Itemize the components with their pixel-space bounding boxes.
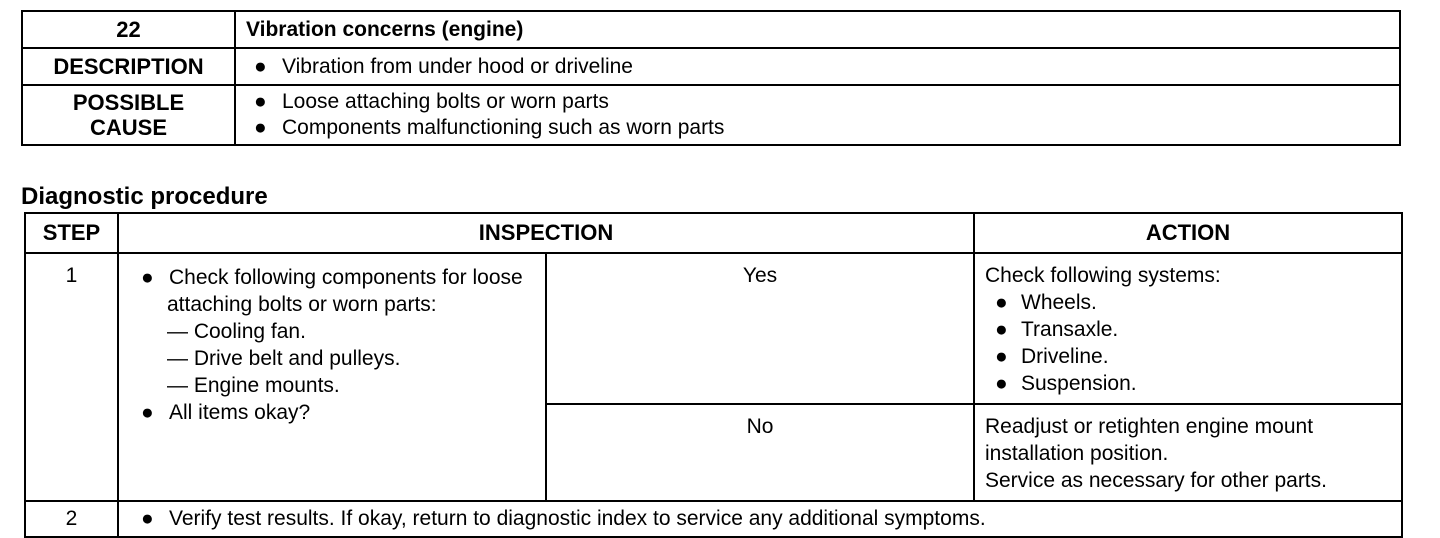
inspection-question — [139, 399, 537, 426]
system-item-text: Driveline. — [1021, 345, 1109, 368]
yes-action — [974, 253, 1402, 404]
symptom-table — [21, 10, 1401, 146]
inspection-question-text: All items okay? — [169, 401, 311, 424]
system-item — [985, 316, 1393, 343]
description-value — [235, 48, 1400, 85]
component-item: — Cooling fan. — [167, 320, 306, 343]
possible-cause-label-line2: CAUSE — [89, 115, 167, 140]
step2-inspection — [118, 501, 1402, 537]
cause-item — [252, 115, 1399, 141]
component-item: — Engine mounts. — [167, 374, 340, 397]
system-item-text: Suspension. — [1021, 372, 1137, 395]
description-label: DESCRIPTION — [22, 48, 235, 85]
possible-cause-label-line1: POSSIBLE — [72, 90, 185, 115]
possible-cause-value — [235, 85, 1400, 145]
bullet-icon: ● — [995, 372, 1008, 395]
system-item — [985, 289, 1393, 316]
system-item — [985, 370, 1393, 397]
bullet-icon: ● — [141, 507, 154, 530]
inspection-header: INSPECTION — [118, 213, 974, 253]
system-item-text: Transaxle. — [1021, 318, 1119, 341]
symptom-number: 22 — [22, 11, 235, 48]
bullet-icon: ● — [995, 318, 1008, 341]
bullet-icon: ● — [141, 266, 154, 289]
inspection-item — [139, 264, 537, 291]
step2-item — [139, 506, 1401, 532]
bullet-icon: ● — [141, 401, 154, 424]
system-item-text: Wheels. — [1021, 291, 1097, 314]
cause-item — [252, 89, 1399, 115]
bullet-icon: ● — [995, 291, 1008, 314]
step2-text: Verify test results. If okay, return to diagnostic index to service any additional symptoms. — [169, 507, 986, 530]
component-item: — Drive belt and pulleys. — [167, 347, 401, 370]
step-header: STEP — [25, 213, 118, 253]
cause-item-text: Loose attaching bolts or worn parts — [282, 90, 609, 113]
diagnostic-procedure-heading: Diagnostic procedure — [21, 183, 268, 210]
inspection-line1: Check following components for loose — [169, 266, 523, 289]
system-item — [985, 343, 1393, 370]
possible-cause-row — [22, 85, 1400, 145]
description-row — [22, 48, 1400, 85]
bullet-icon: ● — [995, 345, 1008, 368]
diagnostic-table — [24, 212, 1403, 538]
step2-row — [25, 501, 1402, 537]
yes-label: Yes — [546, 253, 974, 404]
inspection-line2: attaching bolts or worn parts: — [167, 293, 437, 316]
cause-item-text: Components malfunctioning such as worn parts — [282, 116, 725, 139]
yes-action-intro: Check following systems: — [985, 264, 1221, 287]
bullet-icon: ● — [254, 116, 267, 139]
step2-number: 2 — [25, 501, 118, 537]
bullet-icon: ● — [254, 90, 267, 113]
step1-number: 1 — [25, 253, 118, 501]
no-action-line1: Readjust or retighten engine mount installation position. — [985, 415, 1314, 465]
no-action — [974, 404, 1402, 501]
diagnostic-header-row — [25, 213, 1402, 253]
no-label: No — [546, 404, 974, 501]
symptom-title: Vibration concerns (engine) — [235, 11, 1400, 48]
bullet-icon: ● — [254, 54, 267, 78]
step1-inspection — [118, 253, 546, 501]
no-action-line2: Service as necessary for other parts. — [985, 469, 1327, 492]
action-header: ACTION — [974, 213, 1402, 253]
step1-yes-row — [25, 253, 1402, 404]
possible-cause-label — [22, 85, 235, 145]
symptom-title-row — [22, 11, 1400, 48]
description-item-text: Vibration from under hood or driveline — [282, 54, 633, 78]
description-item — [252, 54, 1399, 80]
